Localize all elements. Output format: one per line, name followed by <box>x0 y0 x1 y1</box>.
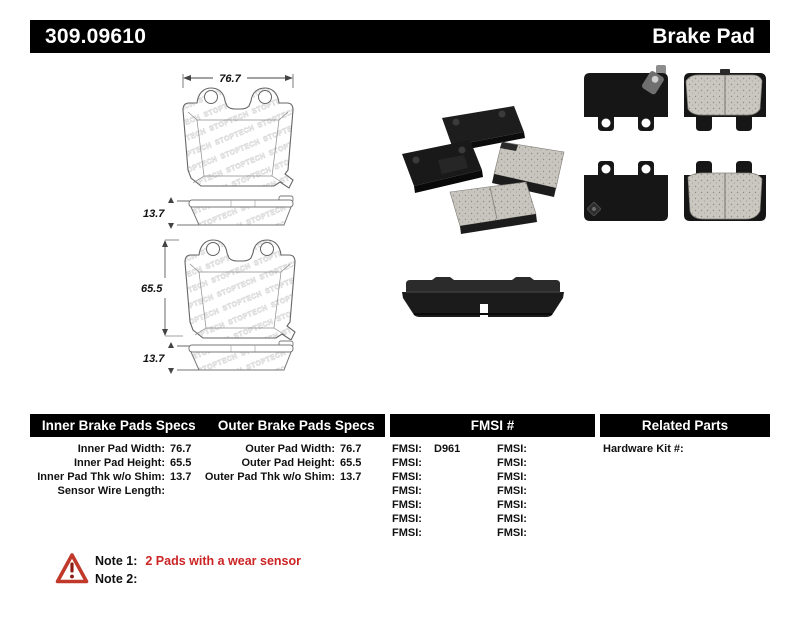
fmsi-row <box>392 498 460 512</box>
spec-row <box>25 456 210 470</box>
spec-value: 13.7 <box>340 471 362 483</box>
table-header-fmsi <box>390 414 595 437</box>
table-header-specs <box>30 414 385 437</box>
thickness-dimension-value: 13.7 <box>143 208 165 220</box>
table-header-related <box>600 414 770 437</box>
pads-grid-photo <box>580 65 772 230</box>
fmsi-row <box>392 526 460 540</box>
spec-value: 76.7 <box>340 443 362 455</box>
pad-side-drawing-2 <box>135 340 325 378</box>
height-dimension-line <box>162 240 183 336</box>
spec-row <box>25 484 210 498</box>
fmsi-label: FMSI: <box>497 499 527 511</box>
outer-specs-header: Outer Brake Pads Specs <box>217 418 375 433</box>
fmsi-row <box>497 484 539 498</box>
note-2 <box>95 572 145 586</box>
fmsi-row <box>392 470 460 484</box>
spec-value: 76.7 <box>170 443 192 455</box>
fmsi-label: FMSI: <box>392 485 422 497</box>
fmsi-label: FMSI: <box>392 443 422 455</box>
fmsi-row <box>497 526 539 540</box>
note-1 <box>95 554 301 568</box>
fmsi-row <box>497 456 539 470</box>
note-1-text: 2 Pads with a wear sensor <box>145 554 301 568</box>
inner-specs-header: Inner Brake Pads Specs <box>41 418 196 433</box>
pad-friction-face-top <box>684 69 766 131</box>
spec-row <box>195 470 380 484</box>
spec-label: Inner Pad Thk w/o Shim: <box>37 471 165 483</box>
outer-specs-column <box>195 442 380 484</box>
spec-value: 65.5 <box>340 457 362 469</box>
fmsi-column-1 <box>392 442 460 540</box>
header-bar <box>30 20 770 53</box>
pad-back-left <box>402 140 483 193</box>
spec-label: Outer Pad Thk w/o Shim: <box>204 471 335 483</box>
spec-row <box>195 456 380 470</box>
pad-outline <box>183 88 293 188</box>
fmsi-label: FMSI: <box>497 443 527 455</box>
inner-specs-column <box>25 442 210 498</box>
pads-angled-photo <box>398 98 573 240</box>
warning-icon <box>55 552 89 586</box>
pad-side-drawing-1 <box>135 195 325 233</box>
fmsi-label: FMSI: <box>392 499 422 511</box>
pad-friction-face-bottom <box>684 161 766 221</box>
spec-value: 65.5 <box>170 457 192 469</box>
related-parts-column <box>603 442 689 456</box>
fmsi-label: FMSI: <box>497 457 527 469</box>
height-dimension-value: 65.5 <box>141 283 163 295</box>
fmsi-row <box>497 470 539 484</box>
spec-label: Sensor Wire Length: <box>57 485 165 497</box>
pad-side-outline <box>189 196 293 225</box>
fmsi-label: FMSI: <box>392 457 422 469</box>
fmsi-value: D961 <box>434 443 461 455</box>
note-2-label: Note 2: <box>95 572 138 586</box>
fmsi-header: FMSI # <box>470 418 515 433</box>
related-row <box>603 442 689 456</box>
spec-row <box>195 442 380 456</box>
fmsi-row <box>392 512 460 526</box>
fmsi-label: FMSI: <box>392 471 422 483</box>
related-label: Hardware Kit #: <box>603 443 684 455</box>
fmsi-label: FMSI: <box>497 471 527 483</box>
fmsi-row <box>497 442 539 456</box>
thickness-dimension-value-2: 13.7 <box>143 353 165 365</box>
fmsi-row <box>392 484 460 498</box>
spec-label: Inner Pad Width: <box>77 443 165 455</box>
product-name: Brake Pad <box>652 24 755 48</box>
spec-label: Outer Pad Height: <box>241 457 335 469</box>
fmsi-column-2 <box>497 442 539 540</box>
fmsi-label: FMSI: <box>497 485 527 497</box>
fmsi-label: FMSI: <box>497 527 527 539</box>
spec-label: Outer Pad Width: <box>245 443 335 455</box>
pad-friction-front <box>450 182 537 234</box>
note-1-label: Note 1: <box>95 554 138 568</box>
part-number: 309.09610 <box>45 24 147 48</box>
width-dimension-value: 76.7 <box>219 73 241 85</box>
pad-side-outline-2 <box>189 341 293 370</box>
spec-row <box>25 470 210 484</box>
fmsi-label: FMSI: <box>497 513 527 525</box>
fmsi-row <box>497 498 539 512</box>
pad-back-bottom <box>584 161 668 221</box>
spec-label: Inner Pad Height: <box>73 457 165 469</box>
pad-front-drawing-2 <box>135 236 325 340</box>
pad-front-drawing-1 <box>135 70 325 198</box>
fmsi-row <box>497 512 539 526</box>
spec-value <box>170 484 210 498</box>
fmsi-label: FMSI: <box>392 527 422 539</box>
pad-edge-photo <box>392 272 574 322</box>
pad-outline-2 <box>185 240 295 340</box>
fmsi-label: FMSI: <box>392 513 422 525</box>
pad-back-with-sensor <box>584 65 668 131</box>
related-parts-header: Related Parts <box>641 418 729 433</box>
pad-edge-shape <box>402 277 564 317</box>
spec-row <box>25 442 210 456</box>
fmsi-row <box>392 442 460 456</box>
fmsi-row <box>392 456 460 470</box>
spec-value: 13.7 <box>170 471 192 483</box>
